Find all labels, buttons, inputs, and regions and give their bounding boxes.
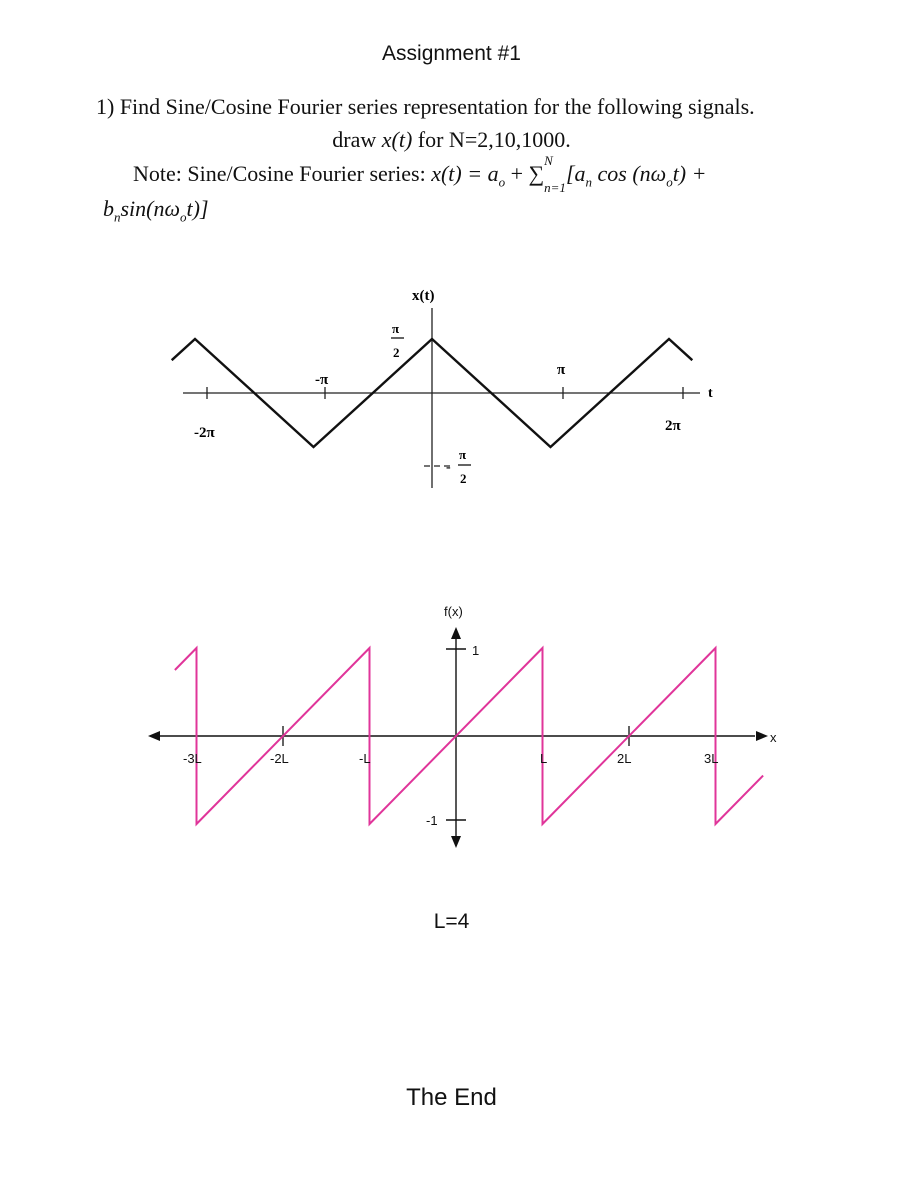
note-cos-end: t) +	[672, 161, 707, 186]
fig2-label-2L: 2L	[617, 751, 632, 766]
fig2-xlabel: x	[770, 730, 777, 745]
fig2-ylabel: f(x)	[444, 604, 463, 619]
note-sin-w-sub: o	[180, 209, 187, 225]
draw-suffix: for N=2,10,1000.	[412, 127, 571, 152]
note-an-sub: n	[585, 174, 592, 190]
note-an: [a	[565, 161, 586, 186]
note-w-sub: o	[666, 174, 673, 190]
note-end: t)]	[186, 196, 209, 221]
fig2-x-arrow-left	[148, 731, 160, 741]
note-b: b	[103, 196, 114, 221]
note-prefix: Note: Sine/Cosine Fourier series:	[133, 161, 432, 186]
fig2-y-arrow-down	[451, 836, 461, 848]
fig1-label-half-den: 2	[393, 345, 400, 360]
fig2-y-arrow-up	[451, 627, 461, 639]
fig2-label-L: L	[540, 751, 548, 766]
fig2-label-3L: 3L	[704, 751, 719, 766]
fig1-label-neghalf-num: π	[459, 447, 467, 462]
fig1-xlabel: t	[708, 386, 713, 401]
fig2-label-neg2L: -2L	[270, 751, 289, 766]
fig2-label-negL: -L	[359, 751, 371, 766]
fig2-x-arrow-right	[756, 731, 768, 741]
note-lhs-sub: o	[498, 174, 506, 190]
note-lhs: x(t) = a	[431, 161, 499, 186]
fig2-label-neg3L: -3L	[183, 751, 202, 766]
l-value-note: L=4	[433, 910, 470, 933]
assignment-title: Assignment #1	[382, 42, 521, 65]
fig1-label-neghalf-den: 2	[460, 471, 467, 486]
note-plus-sum: + ∑	[505, 161, 545, 186]
fig2-label-one: 1	[472, 643, 480, 658]
fig1-label-neghalf-sign: -	[446, 460, 451, 475]
fig1-label-half-num: π	[392, 321, 400, 336]
fig1-label-2pi: 2π	[665, 418, 681, 434]
the-end-text: The End	[406, 1084, 497, 1111]
fig1-ylabel: x(t)	[412, 288, 435, 304]
fig1-label-neg2pi: -2π	[194, 425, 215, 441]
note-cos: cos (nω	[592, 161, 667, 186]
fig1-label-pi: π	[557, 362, 566, 378]
question-text-line1: 1) Find Sine/Cosine Fourier series representation for the following signals.	[96, 94, 755, 119]
sum-lower: n=1	[544, 180, 566, 196]
fig1-label-negpi: -π	[315, 372, 329, 388]
draw-prefix: draw	[332, 127, 382, 152]
note-b-sub: n	[114, 209, 121, 225]
sum-upper: N	[544, 153, 553, 168]
draw-function: x(t)	[381, 127, 413, 152]
note-sin: sin(nω	[120, 196, 181, 221]
fig2-label-negone: -1	[426, 813, 438, 828]
